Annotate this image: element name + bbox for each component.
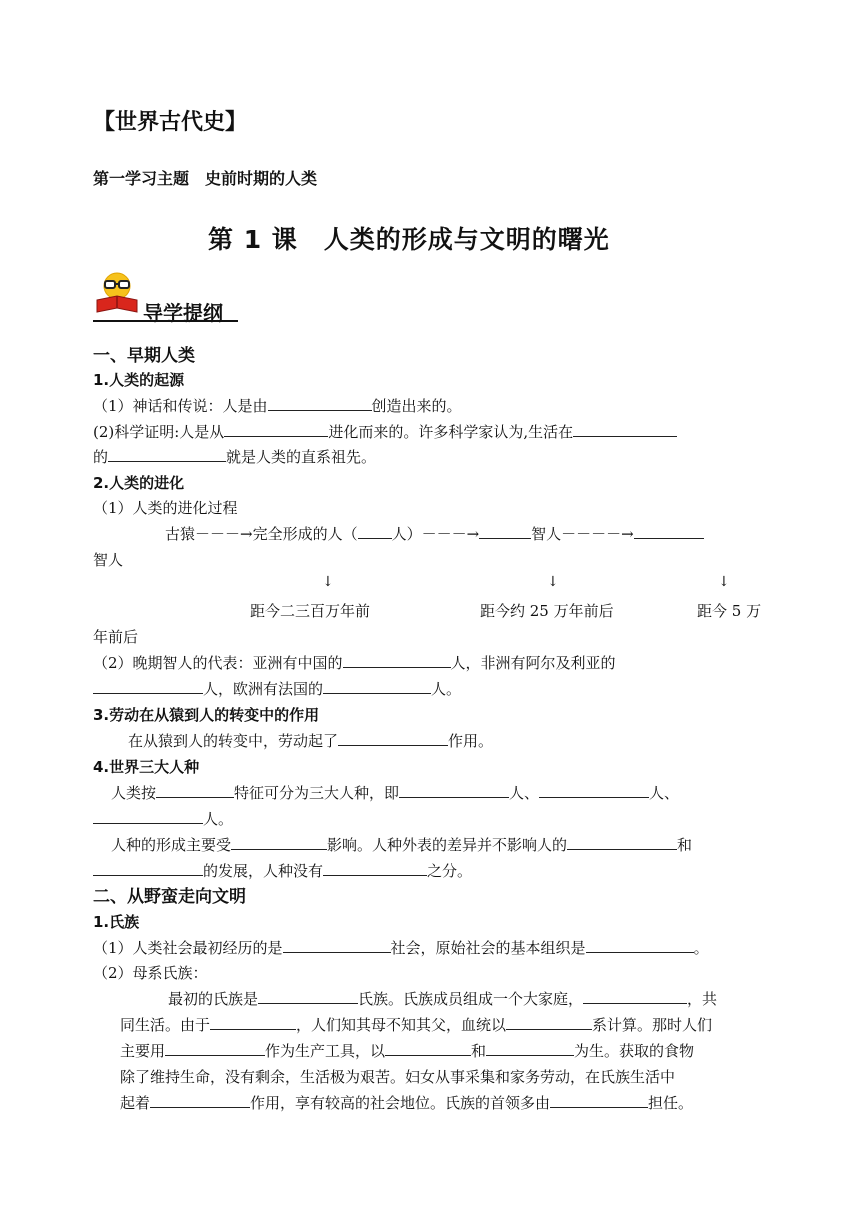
evolution-title: 2.人类的进化	[93, 474, 185, 492]
matriarchal-line-2: 同生活。由于 ，人们知其母不知其父，血统以 系计算。那时人们	[120, 1016, 713, 1034]
unit-heading: 第一学习主题 史前时期的人类	[93, 169, 318, 188]
origin-line-2: (2)科学证明:人是从 进化而来的。许多科学家认为,生活在	[93, 421, 677, 442]
origin-title: 1.人类的起源	[93, 371, 185, 389]
blank[interactable]	[343, 653, 451, 668]
races-title: 4.世界三大人种	[93, 758, 200, 776]
clan-line-2: （2）母系氏族：	[93, 964, 208, 982]
blank[interactable]	[583, 989, 687, 1004]
blank[interactable]	[93, 809, 203, 824]
down-arrow-icon: ↓	[322, 574, 334, 590]
blank[interactable]	[479, 524, 531, 539]
blank[interactable]	[231, 835, 327, 850]
races-line-1: 人类按 特征可分为三大人种，即 人、 人、	[111, 784, 680, 802]
blank[interactable]	[358, 524, 392, 539]
blank[interactable]	[486, 1041, 574, 1056]
reading-emoji-icon	[93, 270, 141, 318]
blank[interactable]	[506, 1015, 592, 1030]
evolution-sub-1: （1）人类的进化过程	[93, 499, 238, 517]
matriarchal-line-1: 最初的氏族是 氏族。氏族成员组成一个大家庭， ，共	[168, 990, 718, 1008]
time-label-2: 距今约 25 万年前后	[480, 602, 614, 620]
origin-line-1: （1）神话和传说：人是由 创造出来的。	[93, 397, 462, 415]
blank[interactable]	[108, 447, 226, 462]
late-sapiens-line-1: （2）晚期智人的代表：亚洲有中国的 人，非洲有阿尔及利亚的	[93, 654, 616, 672]
blank[interactable]	[338, 731, 448, 746]
blank[interactable]	[573, 422, 677, 437]
guide-heading: 导学提纲	[143, 301, 223, 325]
blank[interactable]	[93, 679, 203, 694]
blank[interactable]	[283, 938, 391, 953]
clan-title: 1.氏族	[93, 913, 140, 931]
guide-underline	[93, 320, 238, 322]
section-1-heading: 一、早期人类	[93, 346, 195, 366]
matriarchal-line-4: 除了维持生命，没有剩余，生活极为艰苦。妇女从事采集和家务劳动，在氏族生活中	[120, 1068, 676, 1086]
section-2-heading: 二、从野蛮走向文明	[93, 887, 246, 907]
blank[interactable]	[323, 861, 427, 876]
time-label-1: 距今二三百万年前	[250, 602, 371, 620]
blank[interactable]	[156, 783, 234, 798]
evolution-chain-end: 智人	[93, 551, 124, 569]
blank[interactable]	[399, 783, 509, 798]
blank[interactable]	[210, 1015, 296, 1030]
races-line-3: 人种的形成主要受 影响。人种外表的差异并不影响人的 和	[111, 836, 693, 854]
blank[interactable]	[268, 396, 372, 411]
lesson-title: 第 1 课 人类的形成与文明的曙光	[208, 225, 610, 254]
blank[interactable]	[165, 1041, 265, 1056]
evolution-chain: 古猿－－－→完全形成的人（ 人）－－－→ 智人－－－－→	[165, 523, 704, 544]
blank[interactable]	[634, 524, 704, 539]
blank[interactable]	[385, 1041, 471, 1056]
races-line-4: 的发展，人种没有 之分。	[93, 860, 472, 881]
blank[interactable]	[539, 783, 649, 798]
blank[interactable]	[93, 861, 203, 876]
origin-line-3: 的 就是人类的直系祖先。	[93, 448, 377, 466]
blank[interactable]	[224, 422, 328, 437]
blank[interactable]	[586, 938, 694, 953]
time-label-3: 距今 5 万	[697, 602, 762, 620]
down-arrow-icon: ↓	[718, 574, 730, 590]
matriarchal-line-5: 起着 作用，享有较高的社会地位。氏族的首领多由 担任。	[120, 1094, 694, 1112]
races-line-2: 人。	[93, 808, 233, 829]
late-sapiens-line-2: 人，欧洲有法国的 人。	[93, 678, 461, 699]
labor-title: 3.劳动在从猿到人的转变中的作用	[93, 706, 320, 724]
blank[interactable]	[550, 1093, 648, 1108]
blank[interactable]	[323, 679, 431, 694]
labor-line: 在从猿到人的转变中，劳动起了 作用。	[128, 732, 494, 750]
matriarchal-line-3: 主要用 作为生产工具，以 和 为生。获取的食物	[120, 1042, 695, 1060]
blank[interactable]	[150, 1093, 250, 1108]
section-heading: 【世界古代史】	[93, 110, 248, 135]
clan-line-1: （1）人类社会最初经历的是 社会，原始社会的基本组织是 。	[93, 939, 709, 957]
down-arrow-icon: ↓	[547, 574, 559, 590]
blank[interactable]	[258, 989, 358, 1004]
blank[interactable]	[567, 835, 677, 850]
time-label-3-cont: 年前后	[93, 628, 139, 646]
